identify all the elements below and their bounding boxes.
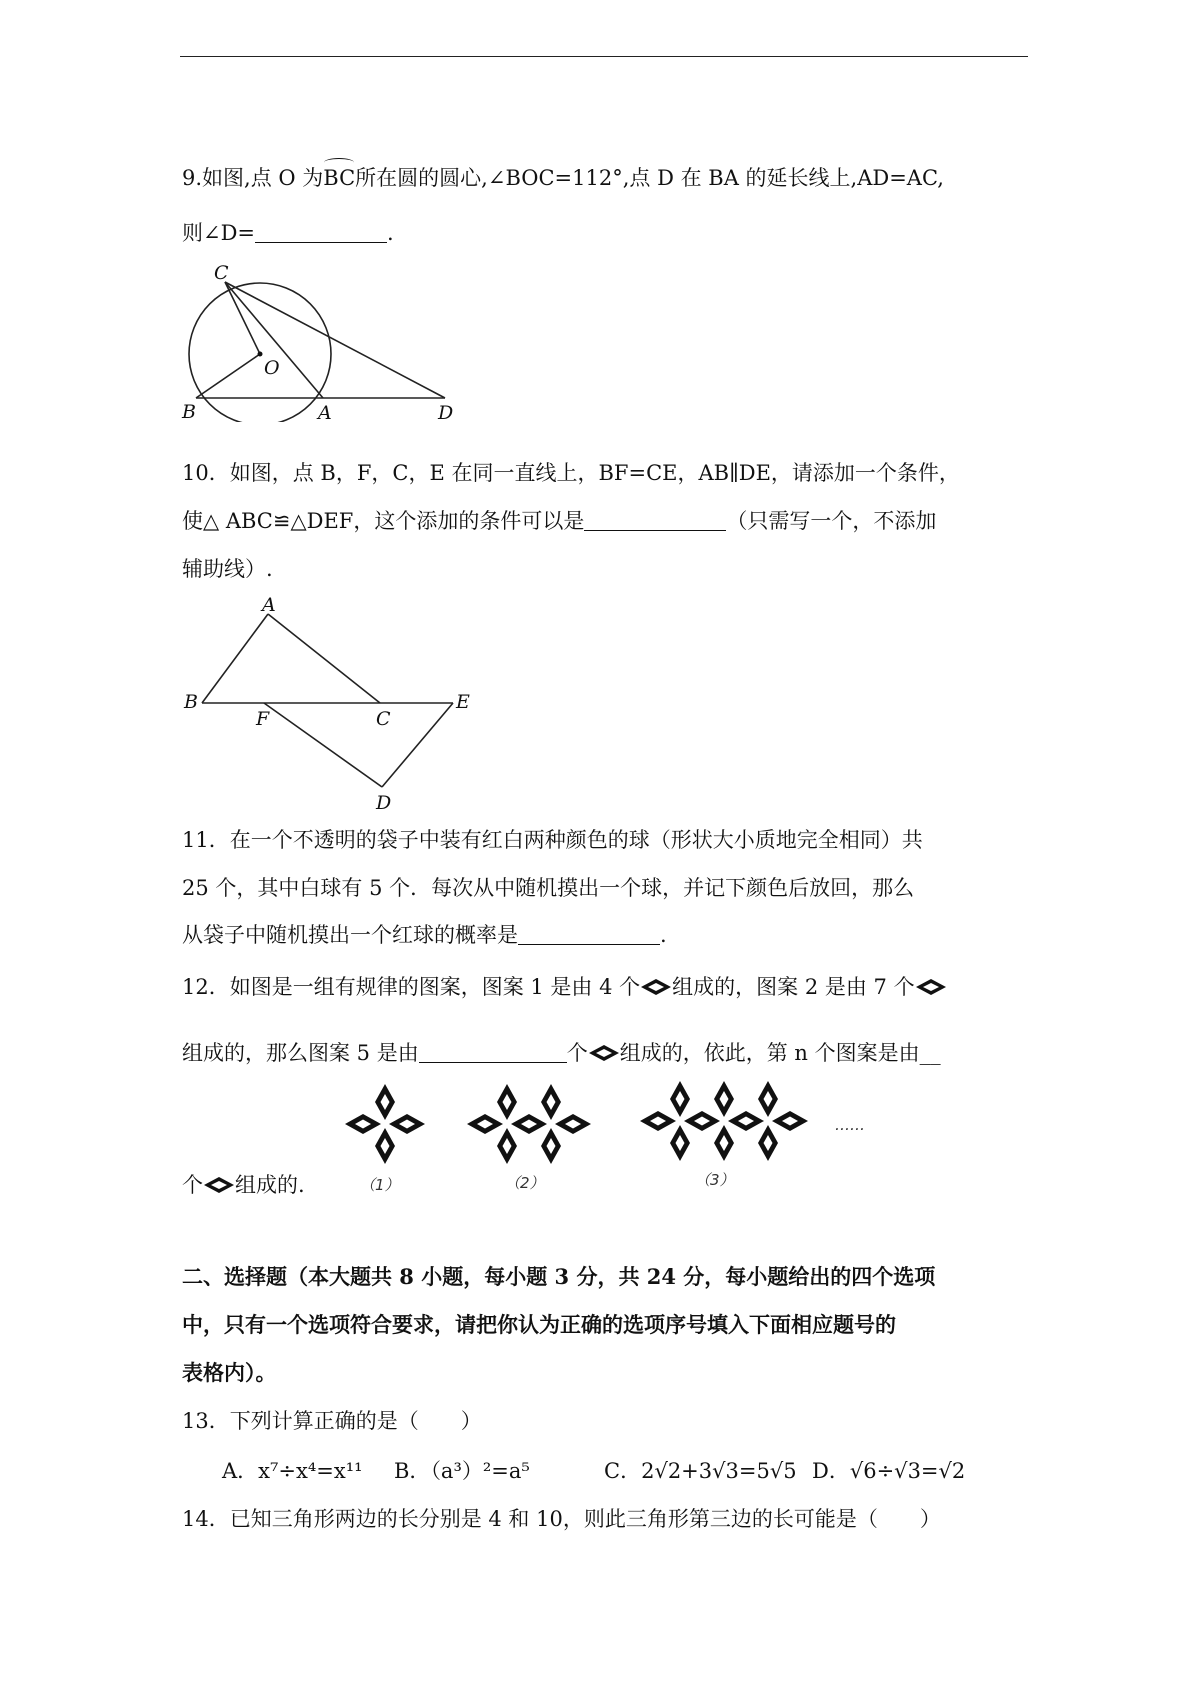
segment-ba xyxy=(202,614,268,703)
q12-pattern-figure xyxy=(330,1075,890,1205)
q12-line3 xyxy=(182,1170,305,1200)
option-c-text: 2√2+3√3=5√5 xyxy=(641,1459,797,1483)
label-d: D xyxy=(438,402,454,422)
q10-line2 xyxy=(182,506,936,536)
q10-answer-blank[interactable] xyxy=(584,508,726,531)
diamond-icon xyxy=(915,978,947,996)
q12-line2 xyxy=(182,1038,941,1068)
q11-line1: 11．在一个不透明的袋子中装有红白两种颜色的球（形状大小质地完全相同）共 xyxy=(182,828,923,852)
q13-stem: 13．下列计算正确的是（ ） xyxy=(182,1409,482,1433)
q12-text-2c: 组成的，依此，第 n 个图案是由__ xyxy=(619,1041,941,1065)
section2-line2: 中，只有一个选项符合要求，请把你认为正确的选项序号填入下面相应题号的 xyxy=(182,1312,896,1337)
pattern-2-caption: （2） xyxy=(505,1174,545,1192)
segment-ca xyxy=(225,282,323,398)
label-d: D xyxy=(376,792,392,814)
q12-text-1b: 组成的，图案 2 是由 7 个 xyxy=(672,975,915,999)
pattern-2 xyxy=(467,1084,591,1164)
q10-triangles-figure xyxy=(180,595,480,815)
label-c: C xyxy=(214,262,229,284)
arc-bc-label: BC xyxy=(323,163,355,193)
segment-cd xyxy=(225,282,445,398)
diamond-icon xyxy=(203,1176,235,1194)
q10-line3: 辅助线）. xyxy=(182,557,273,581)
pattern-1 xyxy=(345,1084,425,1164)
segment-bo xyxy=(196,354,260,398)
label-c: C xyxy=(376,708,391,730)
q12-text-2a: 组成的，那么图案 5 是由 xyxy=(182,1041,419,1065)
section2-line1: 二、选择题（本大题共 8 小题，每小题 3 分，共 24 分，每小题给出的四个选项 xyxy=(182,1264,936,1289)
segment-ac xyxy=(268,614,380,703)
q14-stem: 14．已知三角形两边的长分别是 4 和 10，则此三角形第三边的长可能是（ ） xyxy=(182,1507,941,1531)
q12-answer-blank[interactable] xyxy=(419,1040,567,1063)
q9-line1 xyxy=(182,163,944,193)
q12-text-3a: 个 xyxy=(182,1173,203,1197)
pattern-1-caption: （1） xyxy=(360,1176,400,1194)
q13-option-c[interactable] xyxy=(604,1456,797,1486)
label-b: B xyxy=(182,401,196,422)
segment-ed xyxy=(382,703,453,787)
q11-text-3b: . xyxy=(660,923,667,947)
q11-answer-blank[interactable] xyxy=(518,922,660,945)
label-e: E xyxy=(456,691,470,713)
q13-option-b[interactable] xyxy=(394,1456,530,1486)
label-f: F xyxy=(256,708,270,730)
q9-text-4: . xyxy=(387,221,394,245)
header-rule xyxy=(180,56,1028,57)
q11-text-3a: 从袋子中随机摸出一个红球的概率是 xyxy=(182,923,518,947)
option-d-label: D． xyxy=(812,1459,850,1483)
pattern-3-caption: （3） xyxy=(695,1171,735,1189)
q9-text-1: 9.如图,点 O 为 xyxy=(182,166,324,190)
q12-line1 xyxy=(182,972,947,1002)
q9-line2 xyxy=(182,218,394,248)
label-o: O xyxy=(264,357,280,379)
q10-text-2a: 使△ ABC≌△DEF，这个添加的条件可以是 xyxy=(182,509,585,533)
label-a: A xyxy=(318,402,332,422)
q11-line3 xyxy=(182,920,667,950)
option-b-text: （a³）²=a⁵ xyxy=(430,1459,530,1483)
q10-text-2b: （只需写一个，不添加 xyxy=(726,509,937,533)
q9-text-3: 则∠D= xyxy=(182,221,256,245)
q12-text-2b: 个 xyxy=(566,1041,588,1065)
q9-text-2: 所在圆的圆心,∠BOC=112°,点 D 在 BA 的延长线上,AD=AC, xyxy=(355,166,944,190)
option-c-label: C． xyxy=(604,1459,642,1483)
label-b: B xyxy=(184,691,198,713)
section2-line3: 表格内）。 xyxy=(182,1360,277,1385)
diamond-icon xyxy=(640,978,672,996)
diamond-icon xyxy=(588,1044,620,1062)
option-a-text: x⁷÷x⁴=x¹¹ xyxy=(258,1459,363,1483)
q10-line1: 10．如图，点 B，F，C，E 在同一直线上，BF=CE，AB∥DE，请添加一个条件， xyxy=(182,461,960,485)
option-b-label: B． xyxy=(394,1459,431,1483)
pattern-3 xyxy=(640,1081,808,1161)
segment-fd xyxy=(264,703,382,787)
q12-text-1a: 12．如图是一组有规律的图案，图案 1 是由 4 个 xyxy=(182,975,641,999)
option-d-text: √6÷√3=√2 xyxy=(849,1459,966,1483)
q9-answer-blank[interactable] xyxy=(255,220,387,243)
q11-line2: 25 个，其中白球有 5 个．每次从中随机摸出一个球，并记下颜色后放回，那么 xyxy=(182,876,915,900)
q13-option-a[interactable] xyxy=(222,1456,363,1486)
q9-circle-figure xyxy=(180,262,470,422)
q13-option-d[interactable] xyxy=(812,1456,965,1486)
pattern-ellipsis: …… xyxy=(835,1116,865,1134)
center-point xyxy=(258,352,263,357)
q12-text-3b: 组成的. xyxy=(235,1173,305,1197)
label-a: A xyxy=(262,595,276,616)
option-a-label: A． xyxy=(222,1459,259,1483)
